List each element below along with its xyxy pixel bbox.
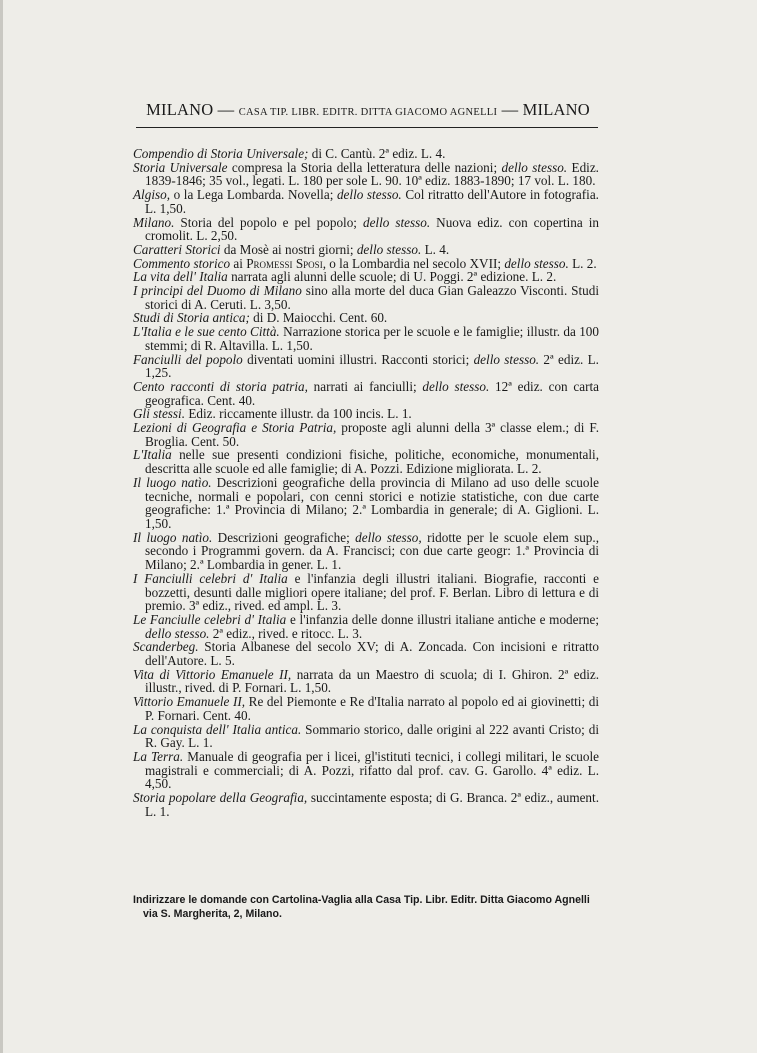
entry-title: I Fanciulli celebri d' Italia (133, 570, 288, 586)
entry-title: Caratteri Storici (133, 241, 221, 257)
catalog-entry (133, 668, 599, 695)
entry-text: succintamente esposta; di G. Branca. 2ª ediz., aument. L. 1. (145, 790, 599, 819)
entry-text: nelle sue presenti condizioni fisiche, politiche, economiche, monumentali, descritta alle scuole ed alle famiglie; di A. Pozzi. Edizione migliorata. L. 2. (145, 447, 599, 477)
entry-text: diventati uomini illustri. Racconti storici; (242, 351, 474, 367)
entry-title: Lezioni di Geografia e Storia Patria, (133, 420, 337, 436)
header-publisher: CASA TIP. LIBR. EDITR. DITTA GIACOMO AGNELLI (238, 107, 498, 118)
entry-text: , o la Lombardia nel secolo XVII; (322, 255, 505, 271)
entry-text: Ediz. riccamente illustr. da 100 incis. L. 1. (185, 406, 412, 422)
catalog-entry (133, 531, 599, 572)
catalog-entry (133, 695, 599, 722)
header-city-right: MILANO (522, 100, 590, 119)
catalog-entry (133, 284, 599, 311)
entry-text: e l'infanzia degli illustri italiani. Biografie, racconti e bozzetti, desunti dalle migliori opere italiane; del prof. F. Berlan. Libro di lettura e di premio. 3ª ediz., rived. ed ampl. L. 3. (145, 570, 600, 614)
header-dash-right: — (501, 100, 519, 119)
entry-title: Commento storico (133, 255, 231, 271)
entry-text: Ediz. 1839-1846; 35 vol., legati. L. 180 per sole L. 90. 10ª ediz. 1883-1890; 17 vol. L. 180. (145, 159, 599, 189)
entry-text: da Mosè ai nostri giorni; (220, 241, 357, 257)
entry-title: Algiso, (133, 187, 170, 203)
entry-text: Re del Piemonte e Re d'Italia narrato al popolo ed ai giovinetti; di P. Fornari. Cent. 40. (145, 694, 599, 723)
catalog-entry (133, 161, 599, 188)
catalog-entry (133, 325, 599, 352)
entry-text: e l'infanzia delle donne illustri italiane antiche e moderne; (286, 611, 599, 627)
entry-text: sino alla morte del duca Gian Galeazzo Visconti. Studi storici di A. Ceruti. L. 3,50. (145, 283, 599, 312)
footer-line-2: via S. Margherita, 2, Milano. (143, 908, 282, 920)
entry-text: di C. Cantù. 2ª ediz. L. 4. (308, 146, 446, 161)
entry-text: Sommario storico, dalle origini al 222 avanti Cristo; di R. Gay. L. 1. (145, 721, 599, 751)
catalog-entry (133, 270, 599, 284)
catalog-entry (133, 380, 599, 407)
entry-author-ref: dello stesso. (336, 187, 402, 203)
entry-text: Narrazione storica per le scuole e le famiglie; illustr. da 100 stemmi; di R. Altavilla. L. 1,50. (145, 324, 599, 353)
entry-author-ref: dello stesso. (145, 625, 210, 641)
entry-author-ref: dello stesso. (504, 255, 569, 271)
entry-text: o la Lega Lombarda. Novella; (170, 187, 337, 203)
header-city-left: MILANO (146, 100, 214, 119)
catalog-entry (133, 407, 599, 421)
catalog-entry (133, 572, 599, 613)
entry-text: compresa la Storia della letteratura delle nazioni; (227, 159, 502, 175)
catalog-entry (133, 448, 599, 475)
entry-text: Descrizioni geografiche della provincia di Milano ad uso delle scuole tecniche, normali e popolari, con cenni storici e notizie statistiche, con due carte geografiche: 1.ª Provincia di Milano; 2.ª Lombardia in generale; di A. Giglioni. L. 1,50. (145, 474, 599, 531)
entry-text: L. 4. (421, 241, 450, 257)
catalog-entry (133, 613, 599, 640)
entry-text: narrata da un Maestro di scuola; di I. Ghiron. 2ª ediz. illustr., rived. di P. Fornari. L. 1,50. (145, 666, 600, 696)
entry-title: Vita di Vittorio Emanuele II, (133, 666, 292, 682)
page-edge (0, 0, 3, 1053)
entry-title: Milano. (133, 214, 175, 230)
catalog-entry (133, 257, 599, 271)
catalog-entry (133, 216, 599, 243)
entry-title: Compendio di Storia Universale; (133, 146, 309, 161)
entry-text: Storia Albanese del secolo XV; di A. Zoncada. Con incisioni e ritratto dell'Autore. L. 5. (145, 639, 599, 669)
catalog-entry (133, 750, 599, 791)
catalog-entry (133, 188, 599, 215)
entry-author-ref: dello stesso. (422, 378, 490, 394)
catalog-entry (133, 640, 599, 667)
entry-text: narrata agli alunni delle scuole; di U. Poggi. 2ª edizione. L. 2. (227, 269, 557, 285)
entry-author-ref: dello stesso, (355, 529, 422, 545)
header-rule (136, 127, 598, 128)
catalog-entry (133, 311, 599, 325)
entry-text: L. 2. (568, 255, 597, 271)
entry-text: Storia del popolo e pel popolo; (174, 214, 363, 230)
entry-title: La vita dell' Italia (133, 269, 228, 285)
entry-title: Il luogo natìo. (133, 474, 212, 490)
entry-text: ridotte per le scuole elem sup., secondo i Programmi govern. da A. Francisci; con due carte geogr: 1.ª Provincia di Milano; 2.ª Lombardia in gener. L. 1. (145, 529, 599, 573)
entry-title: Fanciulli del popolo (133, 351, 243, 367)
entry-text: Nuova ediz. con copertina in cromolit. L. 2,50. (145, 214, 599, 244)
footer-notice (133, 893, 603, 921)
entry-text: Manuale di geografia per i licei, gl'istituti tecnici, i collegi militari, le scuole magistrali e commerciali; di A. Pozzi, rifatto dal prof. cav. G. Garollo. 4ª ediz. L. 4,50. (145, 748, 600, 792)
entry-title: Storia popolare della Geografia, (133, 790, 308, 806)
entry-title: Il luogo natìo. (133, 529, 213, 545)
entry-title: Studi di Storia antica; (133, 310, 250, 326)
entry-text: di D. Maiocchi. Cent. 60. (249, 310, 388, 326)
entry-text: 12ª ediz. con carta geografica. Cent. 40. (145, 378, 599, 408)
entry-title: La Terra. (133, 748, 184, 764)
entry-title: Storia Universale (133, 159, 228, 175)
running-header (138, 100, 598, 120)
entry-text: 2ª ediz., rived. e ritocc. L. 3. (209, 625, 363, 641)
catalog-entry (133, 353, 599, 380)
catalog-entry (133, 147, 599, 161)
catalog-entry (133, 723, 599, 750)
entry-author-ref: dello stesso. (356, 241, 422, 257)
catalog-entry (133, 421, 599, 448)
entry-title: La conquista dell' Italia antica. (133, 721, 302, 737)
entry-text: ai (230, 255, 247, 271)
entry-text: Col ritratto dell'Autore in fotografia. L. 1,50. (145, 187, 599, 216)
entry-author-ref: dello stesso. (501, 159, 568, 175)
entry-title: I principi del Duomo di Milano (133, 283, 302, 299)
entry-text: 2ª ediz. L. 1,25. (145, 351, 599, 381)
header-dash-left: — (217, 100, 235, 119)
entry-author-ref: dello stesso. (473, 351, 540, 367)
catalog-list (133, 147, 599, 818)
entry-title: L'Italia e le sue cento Città. (133, 324, 280, 340)
entry-title: Le Fanciulle celebri d' Italia (133, 611, 287, 627)
entry-title: Vittorio Emanuele II, (133, 694, 246, 710)
entry-text: Descrizioni geografiche; (212, 529, 356, 545)
entry-title: Scanderbeg. (133, 639, 199, 655)
catalog-entry (133, 791, 599, 818)
catalog-entry (133, 243, 599, 257)
entry-title: L'Italia (133, 447, 172, 463)
catalog-entry (133, 476, 599, 531)
entry-text: narrati ai fanciulli; (307, 378, 423, 394)
entry-author-ref: dello stesso. (362, 214, 431, 230)
entry-smallcaps: Promessi Sposi (246, 255, 323, 271)
entry-title: Cento racconti di storia patria, (133, 378, 308, 394)
footer-line-1: Indirizzare le domande con Cartolina-Vaglia alla Casa Tip. Libr. Editr. Ditta Giacomo Agnelli (133, 894, 590, 906)
entry-title: Gli stessi. (133, 406, 186, 422)
entry-text: proposte agli alunni della 3ª classe elem.; di F. Broglia. Cent. 50. (145, 420, 599, 449)
